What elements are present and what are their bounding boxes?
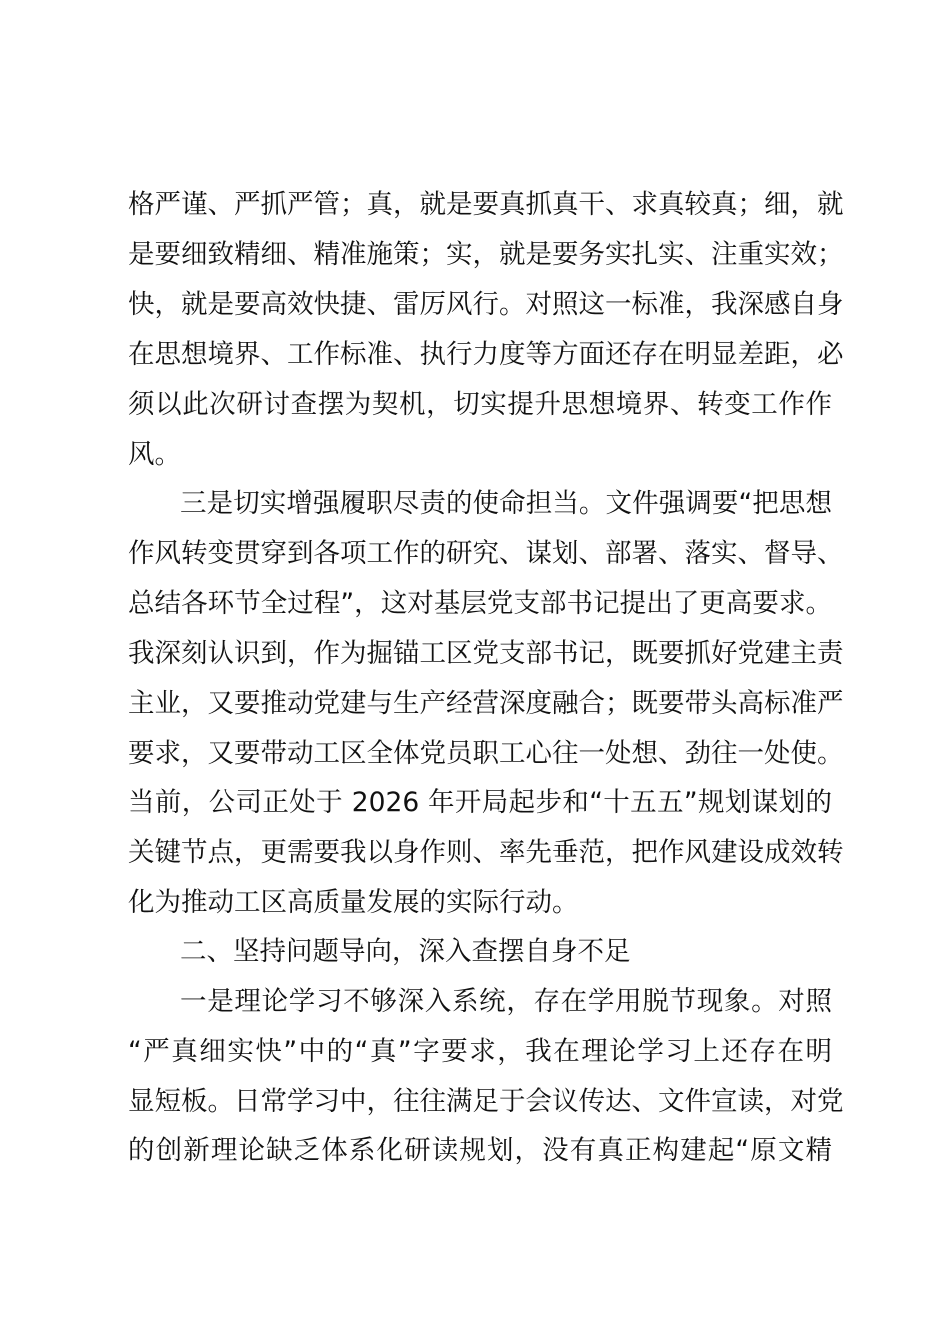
text-line: 格严谨、严抓严管；真，就是要真抓真干、求真较真；细，就 (128, 189, 844, 220)
text-line: 是要细致精细、精准施策；实，就是要务实扎实、注重实效； (128, 239, 844, 270)
text-line: 风。 (128, 439, 181, 470)
text-line: “严真细实快”中的“真”字要求，我在理论学习上还存在明 (128, 1036, 832, 1067)
text-line: 总结各环节全过程”，这对基层党支部书记提出了更高要求。 (128, 588, 832, 619)
text-line: 须以此次研讨查摆为契机，切实提升思想境界、转变工作作 (128, 389, 832, 420)
text-line: 快，就是要高效快捷、雷厉风行。对照这一标准，我深感自身 (128, 289, 844, 320)
section-heading: 二、坚持问题导向，深入查摆自身不足 (180, 936, 631, 967)
text-line: 关键节点，更需要我以身作则、率先垂范，把作风建设成效转 (128, 837, 844, 868)
text-line: 化为推动工区高质量发展的实际行动。 (128, 887, 579, 918)
paragraph-start-line: 三是切实增强履职尽责的使命担当。文件强调要“把思想 (180, 488, 832, 519)
text-line: 显短板。日常学习中，往往满足于会议传达、文件宣读，对党 (128, 1086, 844, 1117)
text-line: 要求，又要带动工区全体党员职工心往一处想、劲往一处使。 (128, 738, 844, 769)
text-line: 我深刻认识到，作为掘锚工区党支部书记，既要抓好党建主责 (128, 638, 844, 669)
text-line: 作风转变贯穿到各项工作的研究、谋划、部署、落实、督导、 (128, 538, 844, 569)
text-line: 主业，又要推动党建与生产经营深度融合；既要带头高标准严 (128, 688, 844, 719)
text-line: 在思想境界、工作标准、执行力度等方面还存在明显差距，必 (128, 339, 844, 370)
text-line: 当前，公司正处于 2026 年开局起步和“十五五”规划谋划的 (128, 787, 832, 818)
text-line: 的创新理论缺乏体系化研读规划，没有真正构建起“原文精 (128, 1135, 832, 1166)
paragraph-start-line: 一是理论学习不够深入系统，存在学用脱节现象。对照 (180, 986, 832, 1017)
